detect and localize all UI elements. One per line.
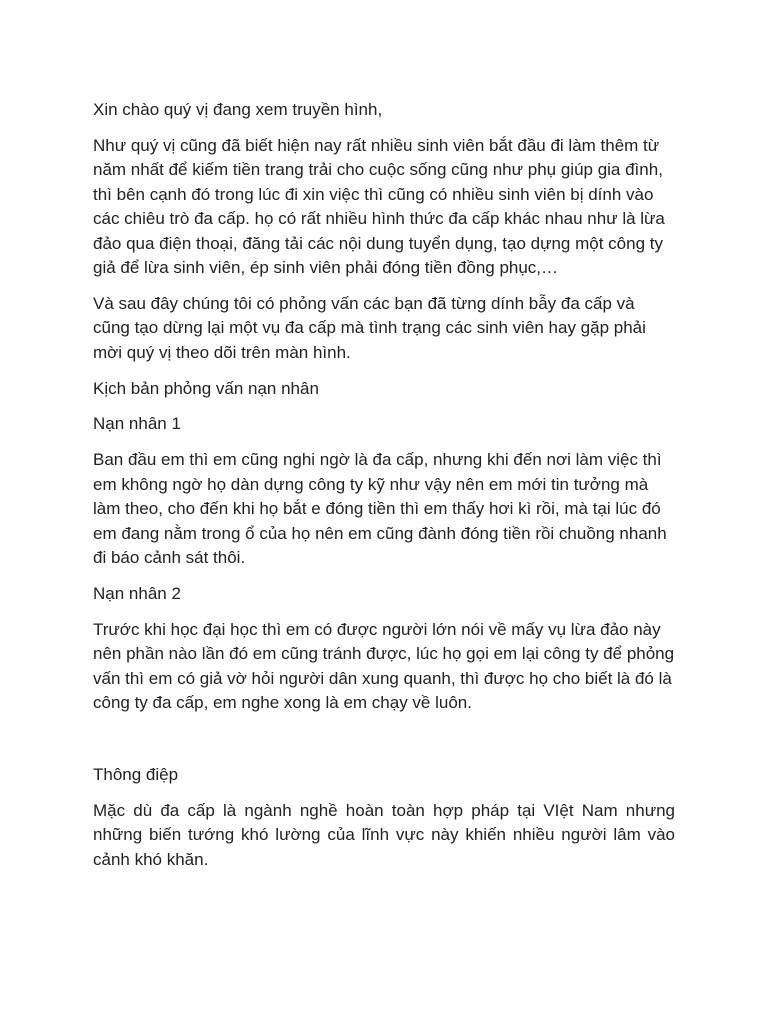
greeting-paragraph: Xin chào quý vị đang xem truyền hình,: [93, 100, 383, 119]
message-heading: Thông điệp: [93, 764, 179, 784]
victim-2-paragraph: Trước khi học đại học thì em có được người lớn nói về mấy vụ lừa đảo này nên phần nào lần đó em cũng tránh được, lúc họ gọi em lại công ty để phỏng vấn thì em có giả vờ hỏi người dân xung quanh, thì được họ cho biết là đó là công ty đa cấp, em nghe xong là em chạy về luôn.: [93, 619, 675, 713]
victim-1-paragraph: Ban đầu em thì em cũng nghi ngờ là đa cấp, nhưng khi đến nơi làm việc thì em không ngờ họ dàn dựng công ty kỹ như vậy nên em mới tin tưởng mà làm theo, cho đến khi họ bắt e đóng tiền thì em thấy hơi kì rồi, mà tại lúc đó em đang nằm trong ổ của họ nên em cũng đành đóng tiền rồi chuồng nhanh đi báo cảnh sát thôi.: [93, 450, 667, 567]
intro-paragraph: Như quý vị cũng đã biết hiện nay rất nhiều sinh viên bắt đầu đi làm thêm từ năm nhất để kiếm tiền trang trải cho cuộc sống cũng như phụ giúp gia đình, thì bên cạnh đó trong lúc đi xin việc thì cũng có nhiều sinh viên bị dính vào các chiêu trò đa cấp. họ có rất nhiều hình thức đa cấp khác nhau như là lừa đảo qua điện thoại, đăng tải các nội dung tuyển dụng, tạo dựng một công ty giả để lừa sinh viên, ép sinh viên phải đóng tiền đồng phục,…: [93, 135, 665, 277]
document-page: [93, 98, 675, 883]
blank-line: [93, 727, 675, 751]
transition-paragraph: Và sau đây chúng tôi có phỏng vấn các bạn đã từng dính bẫy đa cấp và cũng tạo dừng lại một vụ đa cấp mà tình trạng các sinh viên hay gặp phải mời quý vị theo dõi trên màn hình.: [93, 293, 646, 362]
message-paragraph: Mặc dù đa cấp là ngành nghề hoàn toàn hợp pháp tại VIệt Nam nhưng những biến tướng khó lường của lĩnh vực này khiến nhiều người lâm vào cảnh khó khăn.: [93, 800, 675, 869]
script-heading: Kịch bản phỏng vấn nạn nhân: [93, 378, 319, 398]
victim-1-heading: Nạn nhân 1: [93, 414, 181, 434]
victim-2-heading: Nạn nhân 2: [93, 583, 181, 603]
